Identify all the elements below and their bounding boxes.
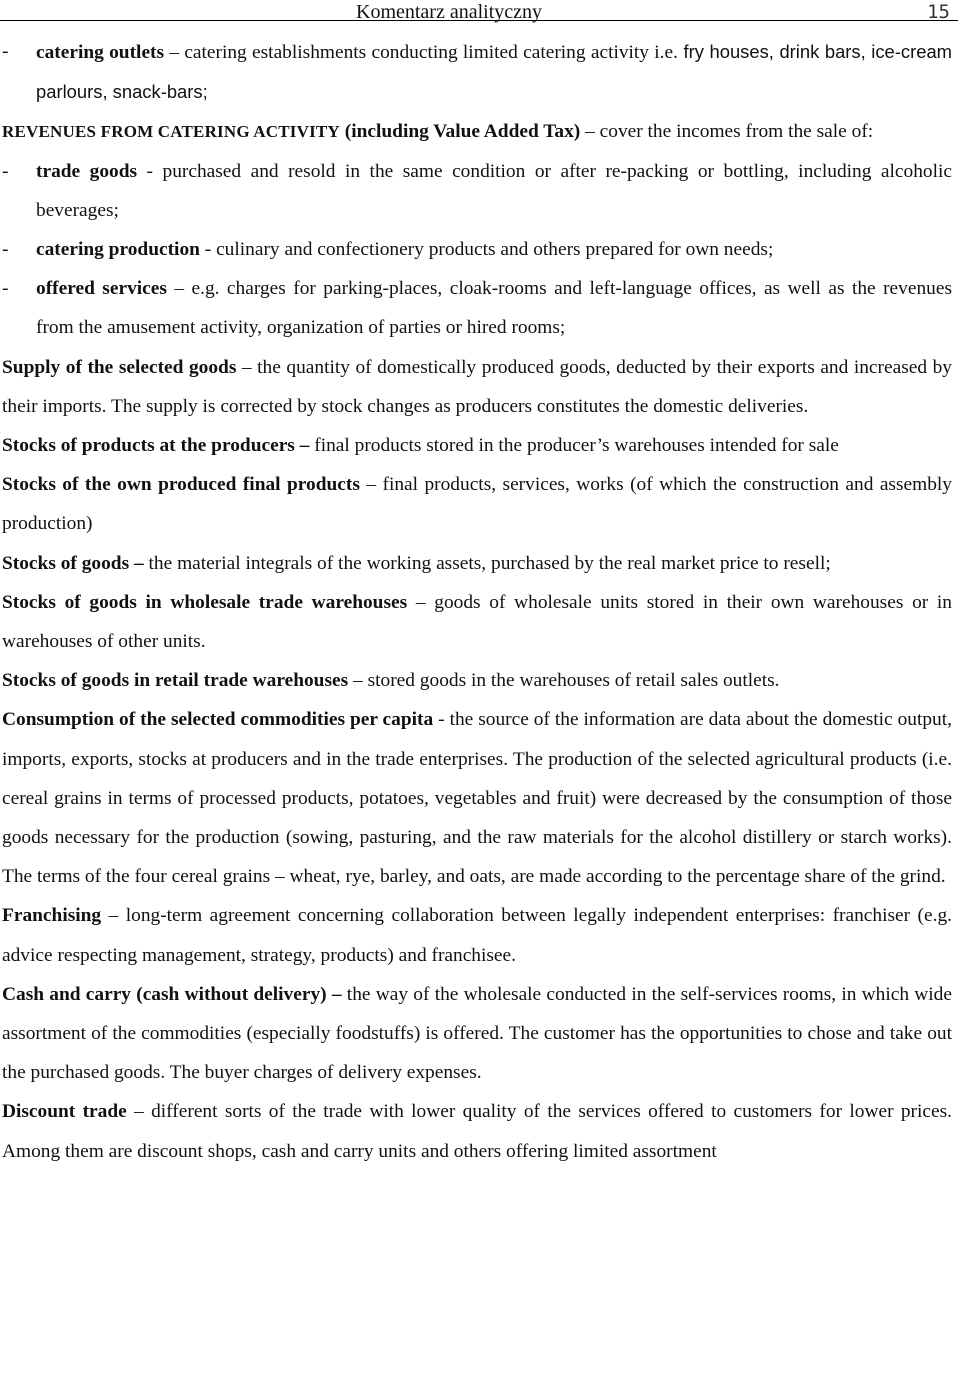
paragraph-stocks-wholesale [2, 583, 952, 661]
paragraph-stocks-retail [2, 661, 952, 700]
list-item-offered-services [2, 269, 952, 347]
header-title: Komentarz analityczny [356, 1, 543, 23]
paragraph-consumption [2, 700, 952, 896]
definition-offered-services: – e.g. charges for parking-places, cloak-rooms and left-language offices, as well as the revenues from the amusement activity, organization of parties or hired rooms; [36, 278, 952, 339]
paragraph-stocks-goods [2, 544, 952, 583]
list-item-trade-goods [2, 152, 952, 230]
definition-catering-outlets: – catering establishments conducting limited catering activity i.e. [164, 42, 678, 63]
term-stocks-goods: Stocks of goods – [2, 552, 144, 574]
definition-franchising: – long-term agreement concerning collaboration between legally independent enterprises: franchiser (e.g. advice respecting management, strategy, products) and franchisee. [2, 905, 952, 966]
paragraph-revenues [2, 112, 952, 151]
term-consumption: Consumption of the selected commodities per capita [2, 709, 434, 731]
list-dash: - [2, 239, 9, 261]
definition-stocks-producers: final products stored in the producer’s warehouses intended for sale [309, 435, 839, 457]
term-revenues: REVENUES FROM CATERING ACTIVITY [2, 122, 340, 142]
definition-consumption: - the source of the information are data about the domestic output, imports, exports, stocks at producers and in the trade enterprises. The production of the selected agricultural products (i.e. cereal grains in terms of processed products, potatoes, vegetables and fruit) were decreased by the consumption of those goods necessary for the production (sowing, pasturing, and the raw materials for the alcohol distillery or starch works). The terms of the four cereal grains – wheat, rye, barley, and oats, are made according to the percentage share of the grind. [2, 709, 952, 888]
term-stocks-own: Stocks of the own produced final products [2, 474, 360, 496]
document-body [2, 32, 952, 1171]
page-number: 15 [927, 1, 950, 23]
term-franchising: Franchising [2, 905, 102, 927]
term-discount-trade: Discount trade [2, 1101, 127, 1123]
list-dash: - [2, 160, 9, 182]
term-stocks-wholesale: Stocks of goods in wholesale trade warehouses [2, 591, 408, 613]
term-stocks-producers: Stocks of products at the producers – [2, 435, 310, 457]
definition-supply: – the quantity of domestically produced goods, deducted by their exports and increased by their imports. The supply is corrected by stock changes as producers constitutes the domestic deliveries. [2, 356, 952, 417]
definition-stocks-own: – final products, services, works (of which the construction and assembly production) [2, 474, 952, 535]
term-catering-outlets: catering outlets [36, 42, 165, 63]
definition-trade-goods: - purchased and resold in the same condition or after re-packing or bottling, including alcoholic beverages; [36, 160, 952, 221]
definition-cash-and-carry: the way of the wholesale conducted in the self-services rooms, in which wide assortment of the commodities (especially foodstuffs) is offered. The customer has the opportunities to chose and take out the purchased goods. The buyer charges of delivery expenses. [2, 983, 952, 1084]
definition-stocks-retail: – stored goods in the warehouses of retail sales outlets. [348, 670, 780, 692]
definition-discount-trade: – different sorts of the trade with lower quality of the services offered to customers for lower prices. Among them are discount shops, cash and carry units and others offering limited assortment [2, 1101, 952, 1162]
running-header [0, 0, 958, 21]
definition-catering-outlets-continued: fry houses, drink bars, ice-cream parlours, snack-bars; [36, 41, 952, 103]
list-item-catering-production [2, 230, 952, 269]
list-dash: - [2, 278, 9, 300]
term-catering-production: catering production [36, 239, 200, 261]
definition-catering-production: - culinary and confectionery products and others prepared for own needs; [199, 239, 774, 261]
list-dash: - [2, 41, 9, 62]
term-stocks-retail: Stocks of goods in retail trade warehouses [2, 670, 349, 692]
term-cash-and-carry: Cash and carry (cash without delivery) – [2, 983, 342, 1005]
paragraph-cash-and-carry [2, 975, 952, 1093]
term-supply: Supply of the selected goods [2, 356, 237, 378]
term-offered-services: offered services [36, 278, 167, 300]
list-item-catering-outlets [2, 32, 952, 112]
paragraph-stocks-producers [2, 426, 952, 465]
definition-stocks-wholesale: – goods of wholesale units stored in their own warehouses or in warehouses of other units. [2, 591, 953, 653]
paragraph-discount-trade [2, 1092, 952, 1170]
paragraph-stocks-own [2, 465, 952, 543]
term-trade-goods: trade goods [36, 160, 138, 182]
definition-revenues: – cover the incomes from the sale of: [580, 121, 874, 143]
definition-stocks-goods: the material integrals of the working assets, purchased by the real market price to resell; [143, 552, 831, 574]
paragraph-supply [2, 348, 952, 426]
paragraph-franchising [2, 896, 952, 974]
term-revenues-vat: (including Value Added Tax) [339, 121, 581, 143]
